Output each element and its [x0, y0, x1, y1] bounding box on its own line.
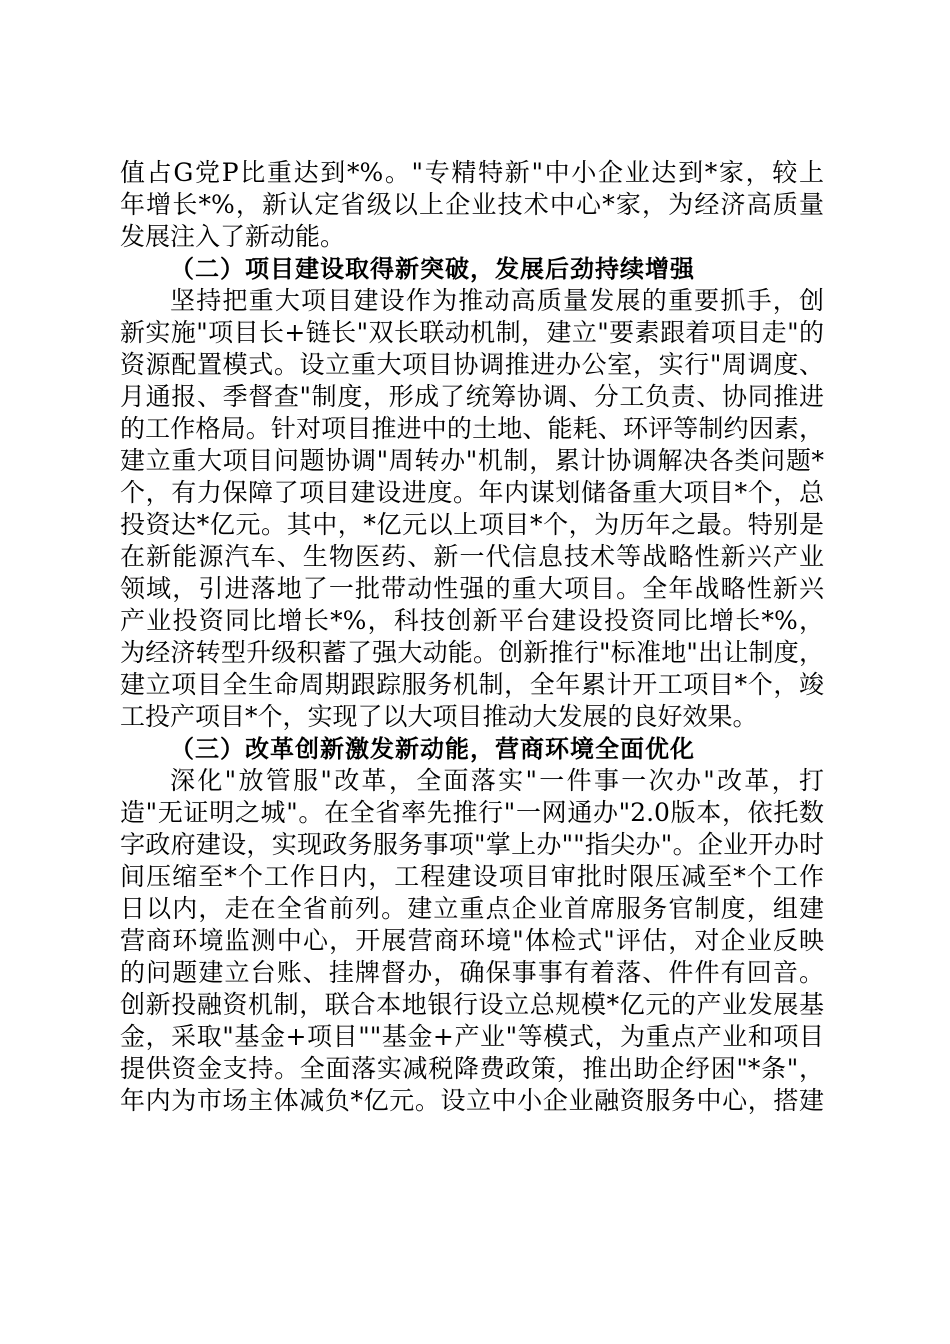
- paragraph-3-line: 深化"放管服"改革，全面落实"一件事一次办"改革，打: [170, 766, 824, 795]
- paragraph-2-line: 建立重大项目问题协调"周转办"机制，累计协调解决各类问题*: [120, 446, 824, 475]
- paragraph-3-line: 间压缩至*个工作日内，工程建设项目审批时限压减至*个工作: [120, 862, 824, 891]
- section-2-heading: （二）项目建设取得新突破，发展后劲持续增强: [170, 255, 695, 283]
- paragraph-3-line: 营商环境监测中心，开展营商环境"体检式"评估，对企业反映: [120, 926, 824, 955]
- paragraph-2-line: 为经济转型升级积蓄了强大动能。创新推行"标准地"出让制度，: [120, 638, 824, 667]
- paragraph-2-line: 投资达*亿元。其中，*亿元以上项目*个，为历年之最。特别是: [120, 510, 824, 539]
- paragraph-2-line: 资源配置模式。设立重大项目协调推进办公室，实行"周调度、: [120, 350, 824, 379]
- paragraph-3-line: 字政府建设，实现政务服务事项"掌上办""指尖办"。企业开办时: [120, 830, 824, 859]
- paragraph-3-line: 日以内，走在全省前列。建立重点企业首席服务官制度，组建: [120, 894, 824, 923]
- paragraph-1-line: 发展注入了新动能。: [120, 222, 346, 251]
- paragraph-2-line: 产业投资同比增长*%，科技创新平台建设投资同比增长*%，: [120, 606, 824, 635]
- paragraph-2-line: 建立项目全生命周期跟踪服务机制，全年累计开工项目*个，竣: [120, 670, 824, 699]
- paragraph-3-line: 的问题建立台账、挂牌督办，确保事事有着落、件件有回音。: [120, 958, 824, 987]
- paragraph-2-line: 工投产项目*个，实现了以大项目推动大发展的良好效果。: [120, 702, 758, 731]
- paragraph-3-line: 造"无证明之城"。在全省率先推行"一网通办"2.0版本，依托数: [120, 798, 824, 827]
- paragraph-2-line: 月通报、季督查"制度，形成了统筹协调、分工负责、协同推进: [120, 382, 824, 411]
- paragraph-2-line: 领域，引进落地了一批带动性强的重大项目。全年战略性新兴: [120, 574, 824, 603]
- paragraph-2-line: 坚持把重大项目建设作为推动高质量发展的重要抓手，创: [170, 286, 824, 315]
- paragraph-3-line: 创新投融资机制，联合本地银行设立总规模*亿元的产业发展基: [120, 990, 824, 1019]
- paragraph-1-line: 值占G党P比重达到*%。"专精特新"中小企业达到*家，较上: [120, 158, 824, 187]
- paragraph-2-line: 新实施"项目长+链长"双长联动机制，建立"要素跟着项目走"的: [120, 318, 824, 347]
- paragraph-3-line: 金，采取"基金+项目""基金+产业"等模式，为重点产业和项目: [120, 1022, 824, 1051]
- paragraph-1-line: 年增长*%，新认定省级以上企业技术中心*家，为经济高质量: [120, 190, 824, 219]
- section-3-heading: （三）改革创新激发新动能，营商环境全面优化: [170, 735, 695, 763]
- paragraph-2-line: 在新能源汽车、生物医药、新一代信息技术等战略性新兴产业: [120, 542, 824, 571]
- paragraph-2-line: 的工作格局。针对项目推进中的土地、能耗、环评等制约因素，: [120, 414, 824, 443]
- paragraph-3-line: 提供资金支持。全面落实减税降费政策，推出助企纾困"*条"，: [120, 1054, 824, 1083]
- paragraph-2-line: 个，有力保障了项目建设进度。年内谋划储备重大项目*个，总: [120, 478, 824, 507]
- paragraph-3-line: 年内为市场主体减负*亿元。设立中小企业融资服务中心，搭建: [120, 1086, 824, 1115]
